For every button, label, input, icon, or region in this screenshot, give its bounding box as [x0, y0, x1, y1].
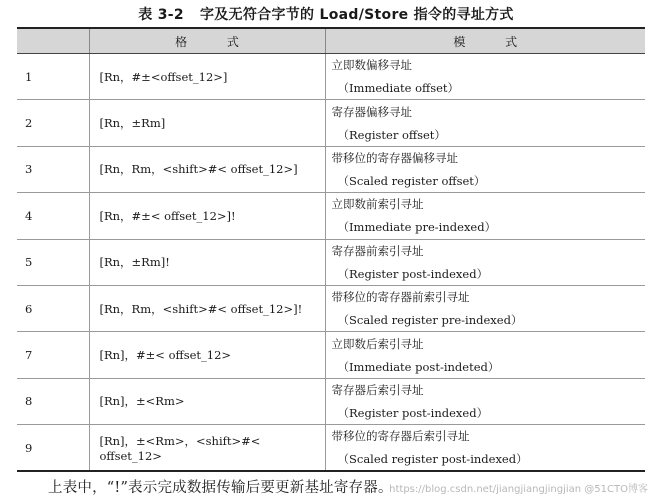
footnote: 上表中，“!”表示完成数据传输后要更新基址寄存器。 [48, 480, 393, 496]
row-format: [Rn，Rm，<shift>#< offset_12>] [89, 146, 325, 192]
row-format: [Rn，Rm，<shift>#< offset_12>]! [89, 285, 325, 331]
row-format: [Rn]，#±< offset_12> [89, 332, 325, 378]
row-mode [325, 332, 645, 378]
caption-label: 表 3-2 [138, 7, 184, 23]
row-format: [Rn，#±< offset_12>]! [89, 193, 325, 239]
table-row [17, 332, 645, 378]
table-row [17, 54, 645, 100]
table-row [17, 193, 645, 239]
row-format: [Rn，±Rm] [89, 100, 325, 146]
mode-chinese: 带移位的寄存器前索引寻址 [331, 290, 470, 305]
mode-english: （Immediate post-indeted） [337, 359, 500, 374]
table-row [17, 378, 645, 424]
table-row [17, 100, 645, 146]
mode-chinese: 带移位的寄存器后索引寻址 [331, 429, 470, 444]
row-number: 3 [17, 146, 89, 192]
row-number: 2 [17, 100, 89, 146]
mode-english: （Immediate offset） [337, 81, 460, 96]
mode-chinese: 立即数偏移寻址 [331, 58, 412, 73]
row-mode [325, 425, 645, 471]
mode-english: （Immediate pre-indexed） [337, 220, 497, 235]
mode-english: （Register post-indexed） [337, 405, 489, 420]
row-mode [325, 193, 645, 239]
row-number: 6 [17, 285, 89, 331]
header-row [17, 28, 645, 54]
table-row [17, 285, 645, 331]
mode-chinese: 立即数前索引寻址 [331, 197, 424, 212]
mode-chinese: 带移位的寄存器偏移寻址 [331, 150, 458, 165]
table-body [17, 54, 645, 472]
row-mode [325, 100, 645, 146]
row-format: [Rn]，±<Rm> [89, 378, 325, 424]
mode-english: （Scaled register pre-indexed） [337, 313, 523, 328]
table-row [17, 425, 645, 471]
row-mode [325, 378, 645, 424]
mode-english: （Scaled register post-indexed） [337, 452, 528, 467]
table-row [17, 146, 645, 192]
watermark: https://blog.csdn.net/jiangjiangjingjian @51CTO博客 [389, 484, 648, 495]
header-format: 格 式 [89, 28, 325, 54]
row-mode [325, 285, 645, 331]
row-mode [325, 146, 645, 192]
mode-english: （Register post-indexed） [337, 266, 489, 281]
row-mode [325, 239, 645, 285]
row-number: 5 [17, 239, 89, 285]
mode-chinese: 寄存器偏移寻址 [331, 104, 412, 119]
header-mode: 模 式 [325, 28, 645, 54]
row-number: 8 [17, 378, 89, 424]
row-format: [Rn]，±<Rm>，<shift>#< offset_12> [89, 425, 325, 471]
header-number [17, 28, 89, 54]
mode-english: （Register offset） [337, 127, 446, 142]
table-row [17, 239, 645, 285]
row-number: 4 [17, 193, 89, 239]
mode-chinese: 寄存器前索引寻址 [331, 243, 424, 258]
row-number: 9 [17, 425, 89, 471]
mode-chinese: 寄存器后索引寻址 [331, 382, 424, 397]
row-mode [325, 54, 645, 100]
row-number: 1 [17, 54, 89, 100]
mode-english: （Scaled register offset） [337, 173, 486, 188]
mode-chinese: 立即数后索引寻址 [331, 336, 424, 351]
row-number: 7 [17, 332, 89, 378]
row-format: [Rn，#±<offset_12>] [89, 54, 325, 100]
caption-title: 字及无符合字节的 Load/Store 指令的寻址方式 [199, 7, 514, 23]
table-caption [0, 0, 652, 28]
row-format: [Rn，±Rm]! [89, 239, 325, 285]
addressing-mode-table [17, 27, 645, 472]
